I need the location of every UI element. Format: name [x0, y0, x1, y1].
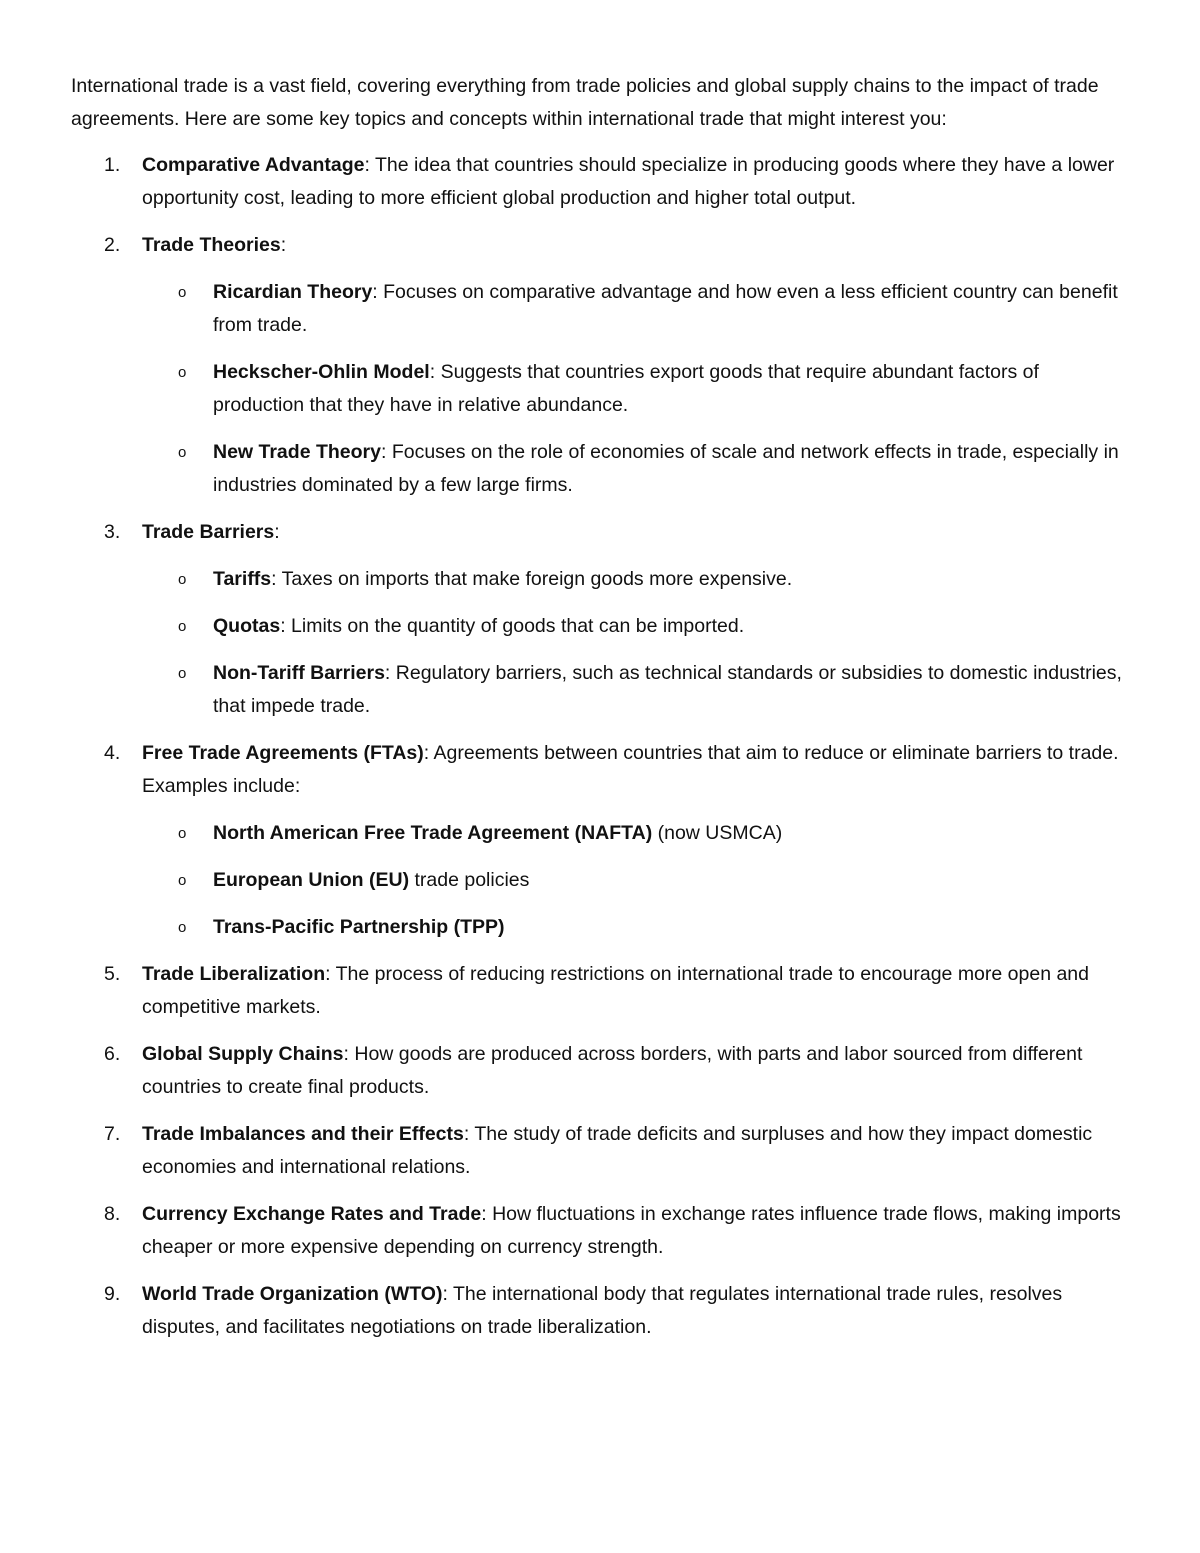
item-description: How goods are produced across borders, with parts and labor sourced from different countries to create final products.	[142, 1043, 1083, 1098]
sub-item-description: Focuses on the role of economies of scale and network effects in trade, especially in industries dominated by a few large firms.	[213, 441, 1119, 496]
item-number: 7.	[104, 1123, 121, 1145]
item-separator: :	[325, 963, 336, 985]
item-separator: :	[423, 742, 434, 764]
sub-item-term: European Union (EU)	[213, 869, 410, 891]
item-number: 8.	[104, 1203, 121, 1225]
list-item	[71, 1278, 1132, 1344]
topic-list	[71, 149, 1132, 1344]
sub-list	[142, 817, 1132, 944]
item-term: Currency Exchange Rates and Trade	[142, 1203, 482, 1225]
bullet-icon: o	[178, 618, 187, 635]
sub-list-item	[142, 817, 1132, 850]
item-description: The study of trade deficits and surpluses and how they impact domestic economies and international relations.	[142, 1123, 1093, 1178]
item-number: 2.	[104, 234, 121, 256]
sub-item-description: Regulatory barriers, such as technical standards or subsidies to domestic industries, that impede trade.	[213, 662, 1122, 717]
sub-list-item	[142, 356, 1132, 422]
item-number: 4.	[104, 742, 121, 764]
bullet-icon: o	[178, 872, 187, 889]
sub-list-item	[142, 563, 1132, 596]
sub-item-separator: :	[271, 568, 282, 590]
bullet-icon: o	[178, 364, 187, 381]
item-term: Global Supply Chains	[142, 1043, 344, 1065]
list-item	[71, 1198, 1132, 1264]
item-number: 9.	[104, 1283, 121, 1305]
bullet-icon: o	[178, 919, 187, 936]
sub-list-item	[142, 610, 1132, 643]
sub-item-term: New Trade Theory	[213, 441, 381, 463]
item-separator: :	[481, 1203, 493, 1225]
sub-item-term: Ricardian Theory	[213, 281, 373, 303]
sub-list	[142, 563, 1132, 723]
item-number: 6.	[104, 1043, 121, 1065]
sub-item-description: Suggests that countries export goods that require abundant factors of production that they have in relative abundance.	[213, 361, 1039, 416]
sub-item-separator: :	[372, 281, 384, 303]
list-item	[71, 516, 1132, 723]
item-separator: :	[463, 1123, 475, 1145]
list-item	[71, 229, 1132, 502]
item-separator: :	[274, 521, 280, 543]
sub-item-separator: :	[380, 441, 392, 463]
item-term: Trade Liberalization	[142, 963, 326, 985]
sub-list-item	[142, 911, 1132, 944]
sub-list-item	[142, 436, 1132, 502]
sub-list-item	[142, 276, 1132, 342]
item-separator: :	[442, 1283, 453, 1305]
item-term: World Trade Organization (WTO)	[142, 1283, 443, 1305]
sub-item-term: Non-Tariff Barriers	[213, 662, 385, 684]
item-number: 3.	[104, 521, 121, 543]
list-item	[71, 149, 1132, 215]
bullet-icon: o	[178, 444, 187, 461]
sub-item-separator: :	[280, 615, 292, 637]
item-separator: :	[364, 154, 375, 176]
item-number: 5.	[104, 963, 121, 985]
item-description: Agreements between countries that aim to reduce or eliminate barriers to trade. Examples include:	[142, 742, 1119, 797]
item-term: Trade Barriers	[142, 521, 275, 543]
item-term: Free Trade Agreements (FTAs)	[142, 742, 424, 764]
sub-item-term: North American Free Trade Agreement (NAFTA)	[213, 822, 653, 844]
list-item	[71, 737, 1132, 944]
sub-item-term: Quotas	[213, 615, 281, 637]
sub-item-term: Heckscher-Ohlin Model	[213, 361, 430, 383]
list-item	[71, 958, 1132, 1024]
item-description: The process of reducing restrictions on international trade to encourage more open and competitive markets.	[142, 963, 1089, 1018]
sub-item-description: Focuses on comparative advantage and how even a less efficient country can benefit from trade.	[213, 281, 1118, 336]
item-separator: :	[343, 1043, 355, 1065]
list-item	[71, 1118, 1132, 1184]
item-term: Trade Imbalances and their Effects	[142, 1123, 464, 1145]
sub-item-term: Tariffs	[213, 568, 272, 590]
sub-list-item	[142, 657, 1132, 723]
intro-paragraph: International trade is a vast field, covering everything from trade policies and global supply chains to the impact of trade agreements. Here are some key topics and concepts within international trade that might interest you:	[71, 75, 1099, 130]
item-description: The idea that countries should specialize in producing goods where they have a lower opportunity cost, leading to more efficient global production and higher total output.	[142, 154, 1115, 209]
sub-item-description: trade policies	[414, 869, 530, 891]
sub-item-separator: :	[384, 662, 396, 684]
sub-item-description: Taxes on imports that make foreign goods more expensive.	[281, 568, 793, 590]
item-number: 1.	[104, 154, 121, 176]
bullet-icon: o	[178, 665, 187, 682]
item-description: How fluctuations in exchange rates influence trade flows, making imports cheaper or more expensive depending on currency strength.	[142, 1203, 1121, 1258]
sub-item-description: Limits on the quantity of goods that can be imported.	[291, 615, 745, 637]
bullet-icon: o	[178, 571, 187, 588]
bullet-icon: o	[178, 284, 187, 301]
sub-item-term: Trans-Pacific Partnership (TPP)	[213, 916, 505, 938]
sub-list-item	[142, 864, 1132, 897]
list-item	[71, 1038, 1132, 1104]
item-term: Trade Theories	[142, 234, 281, 256]
item-description: The international body that regulates international trade rules, resolves disputes, and facilitates negotiations on trade liberalization.	[142, 1283, 1063, 1338]
item-separator: :	[280, 234, 287, 256]
sub-list	[142, 276, 1132, 502]
sub-item-separator: :	[429, 361, 441, 383]
bullet-icon: o	[178, 825, 187, 842]
sub-item-description: (now USMCA)	[657, 822, 783, 844]
item-term: Comparative Advantage	[142, 154, 365, 176]
